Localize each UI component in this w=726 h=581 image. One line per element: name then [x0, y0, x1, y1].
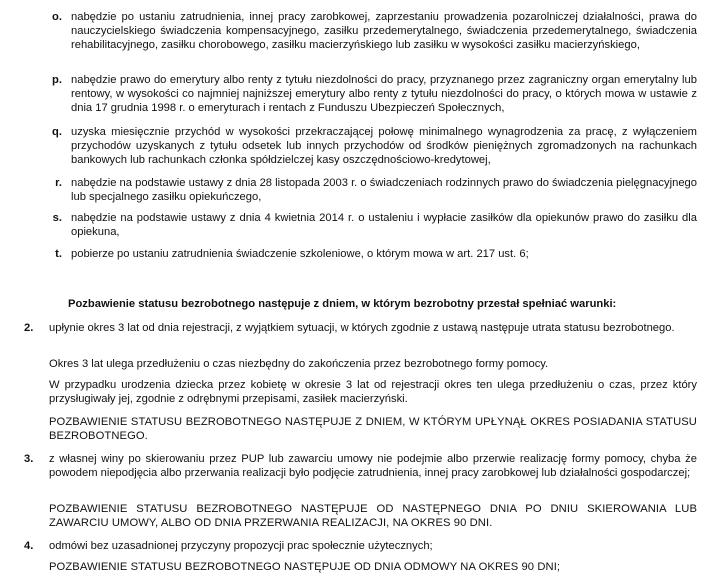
caps-paragraph: POZBAWIENIE STATUSU BEZROBOTNEGO NASTĘPUJE Z DNIEM, W KTÓRYM UPŁYNĄŁ OKRES POSIADANIA STATUSU BEZROBOTNEGO.: [49, 416, 697, 442]
list-marker: r.: [55, 177, 62, 189]
caps-paragraph: POZBAWIENIE STATUSU BEZROBOTNEGO NASTĘPUJE OD DNIA ODMOWY NA OKRES 90 DNI;: [49, 561, 561, 573]
list-item-text: z własnej winy po skierowaniu przez PUP lub zawarciu umowy nie podejmie albo przerwie realizację formy pomocy, chyba że powodem niepodjęcia albo przerwania realizacji było podjęcie zatrudnienia, innej pracy zarobkowej lub działalności gospodarczej;: [49, 453, 697, 479]
list-item-text: nabędzie po ustaniu zatrudnienia, innej pracy zarobkowej, zaprzestaniu prowadzenia pozarolniczej działalności, prawa do nauczycielskiego świadczenia kompensacyjnego, zasiłku przedemerytalnego, świadczenia przedemerytalnego, świadczenia rehabilitacyjnego, zasiłku chorobowego, zasiłku macierzyńskiego lub zasiłku w wysokości zasiłku macierzyńskiego,: [71, 11, 697, 51]
list-marker: s.: [52, 212, 62, 224]
list-marker: 4.: [24, 540, 34, 552]
list-marker: 3.: [24, 453, 34, 465]
list-marker: p.: [52, 74, 62, 86]
list-item-text: nabędzie na podstawie ustawy z dnia 28 listopada 2003 r. o świadczeniach rodzinnych prawo do świadczenia pielęgnacyjnego lub specjalnego zasiłku opiekuńczego,: [71, 177, 697, 203]
list-item-text: odmówi bez uzasadnionej przyczyny propozycji prac społecznie użytecznych;: [49, 540, 433, 552]
list-item-text: nabędzie na podstawie ustawy z dnia 4 kwietnia 2014 r. o ustaleniu i wypłacie zasiłków dla opiekunów prawo do zasiłku dla opiekuna,: [71, 212, 697, 238]
caps-paragraph: POZBAWIENIE STATUSU BEZROBOTNEGO NASTĘPUJE OD NASTĘPNEGO DNIA PO DNIU SKIEROWANIA LUB ZAWARCIU UMOWY, ALBO OD DNIA PRZERWANIA REALIZACJI, NA OKRES 90 DNI.: [49, 503, 697, 529]
list-marker: t.: [55, 248, 62, 260]
section-heading: Pozbawienie statusu bezrobotnego następuje z dniem, w którym bezrobotny przestał spełniać warunki:: [68, 298, 617, 310]
list-item-text: nabędzie prawo do emerytury albo renty z tytułu niezdolności do pracy, przyznanego przez zagraniczny organ emerytalny lub rentowy, w wysokości co najmniej najniższej emerytury albo renty z tytułu niezdolności do pracy, o których mowa w ustawie z dnia 17 grudnia 1998 r. o emeryturach i rentach z Funduszu Ubezpieczeń Społecznych,: [71, 74, 697, 114]
list-item-text: pobierze po ustaniu zatrudnienia świadczenie szkoleniowe, o którym mowa w art. 217 ust. 6;: [71, 248, 529, 260]
list-marker: 2.: [24, 322, 34, 334]
list-item-text: upłynie okres 3 lat od dnia rejestracji, z wyjątkiem sytuacji, w których zgodnie z ustawą następuje utrata statusu bezrobotnego.: [49, 322, 675, 334]
list-marker: o.: [52, 11, 62, 23]
list-item-text: uzyska miesięcznie przychód w wysokości przekraczającej połowę minimalnego wynagrodzenia za pracę, z wyłączeniem przychodów uzyskanych z tytułu odsetek lub innych przychodów od środków pieniężnych zgromadzonych na rachunkach bankowych lub rachunkach członka spółdzielczej kasy oszczędnościowo-kredytowej,: [71, 126, 697, 166]
list-marker: q.: [52, 126, 62, 138]
paragraph: W przypadku urodzenia dziecka przez kobietę w okresie 3 lat od rejestracji okres ten ulega przedłużeniu o czas, przez który przysługiwały jej, zgodnie z odrębnymi przepisami, zasiłek macierzyński.: [49, 379, 697, 405]
paragraph: Okres 3 lat ulega przedłużeniu o czas niezbędny do zakończenia przez bezrobotnego formy pomocy.: [49, 358, 549, 370]
